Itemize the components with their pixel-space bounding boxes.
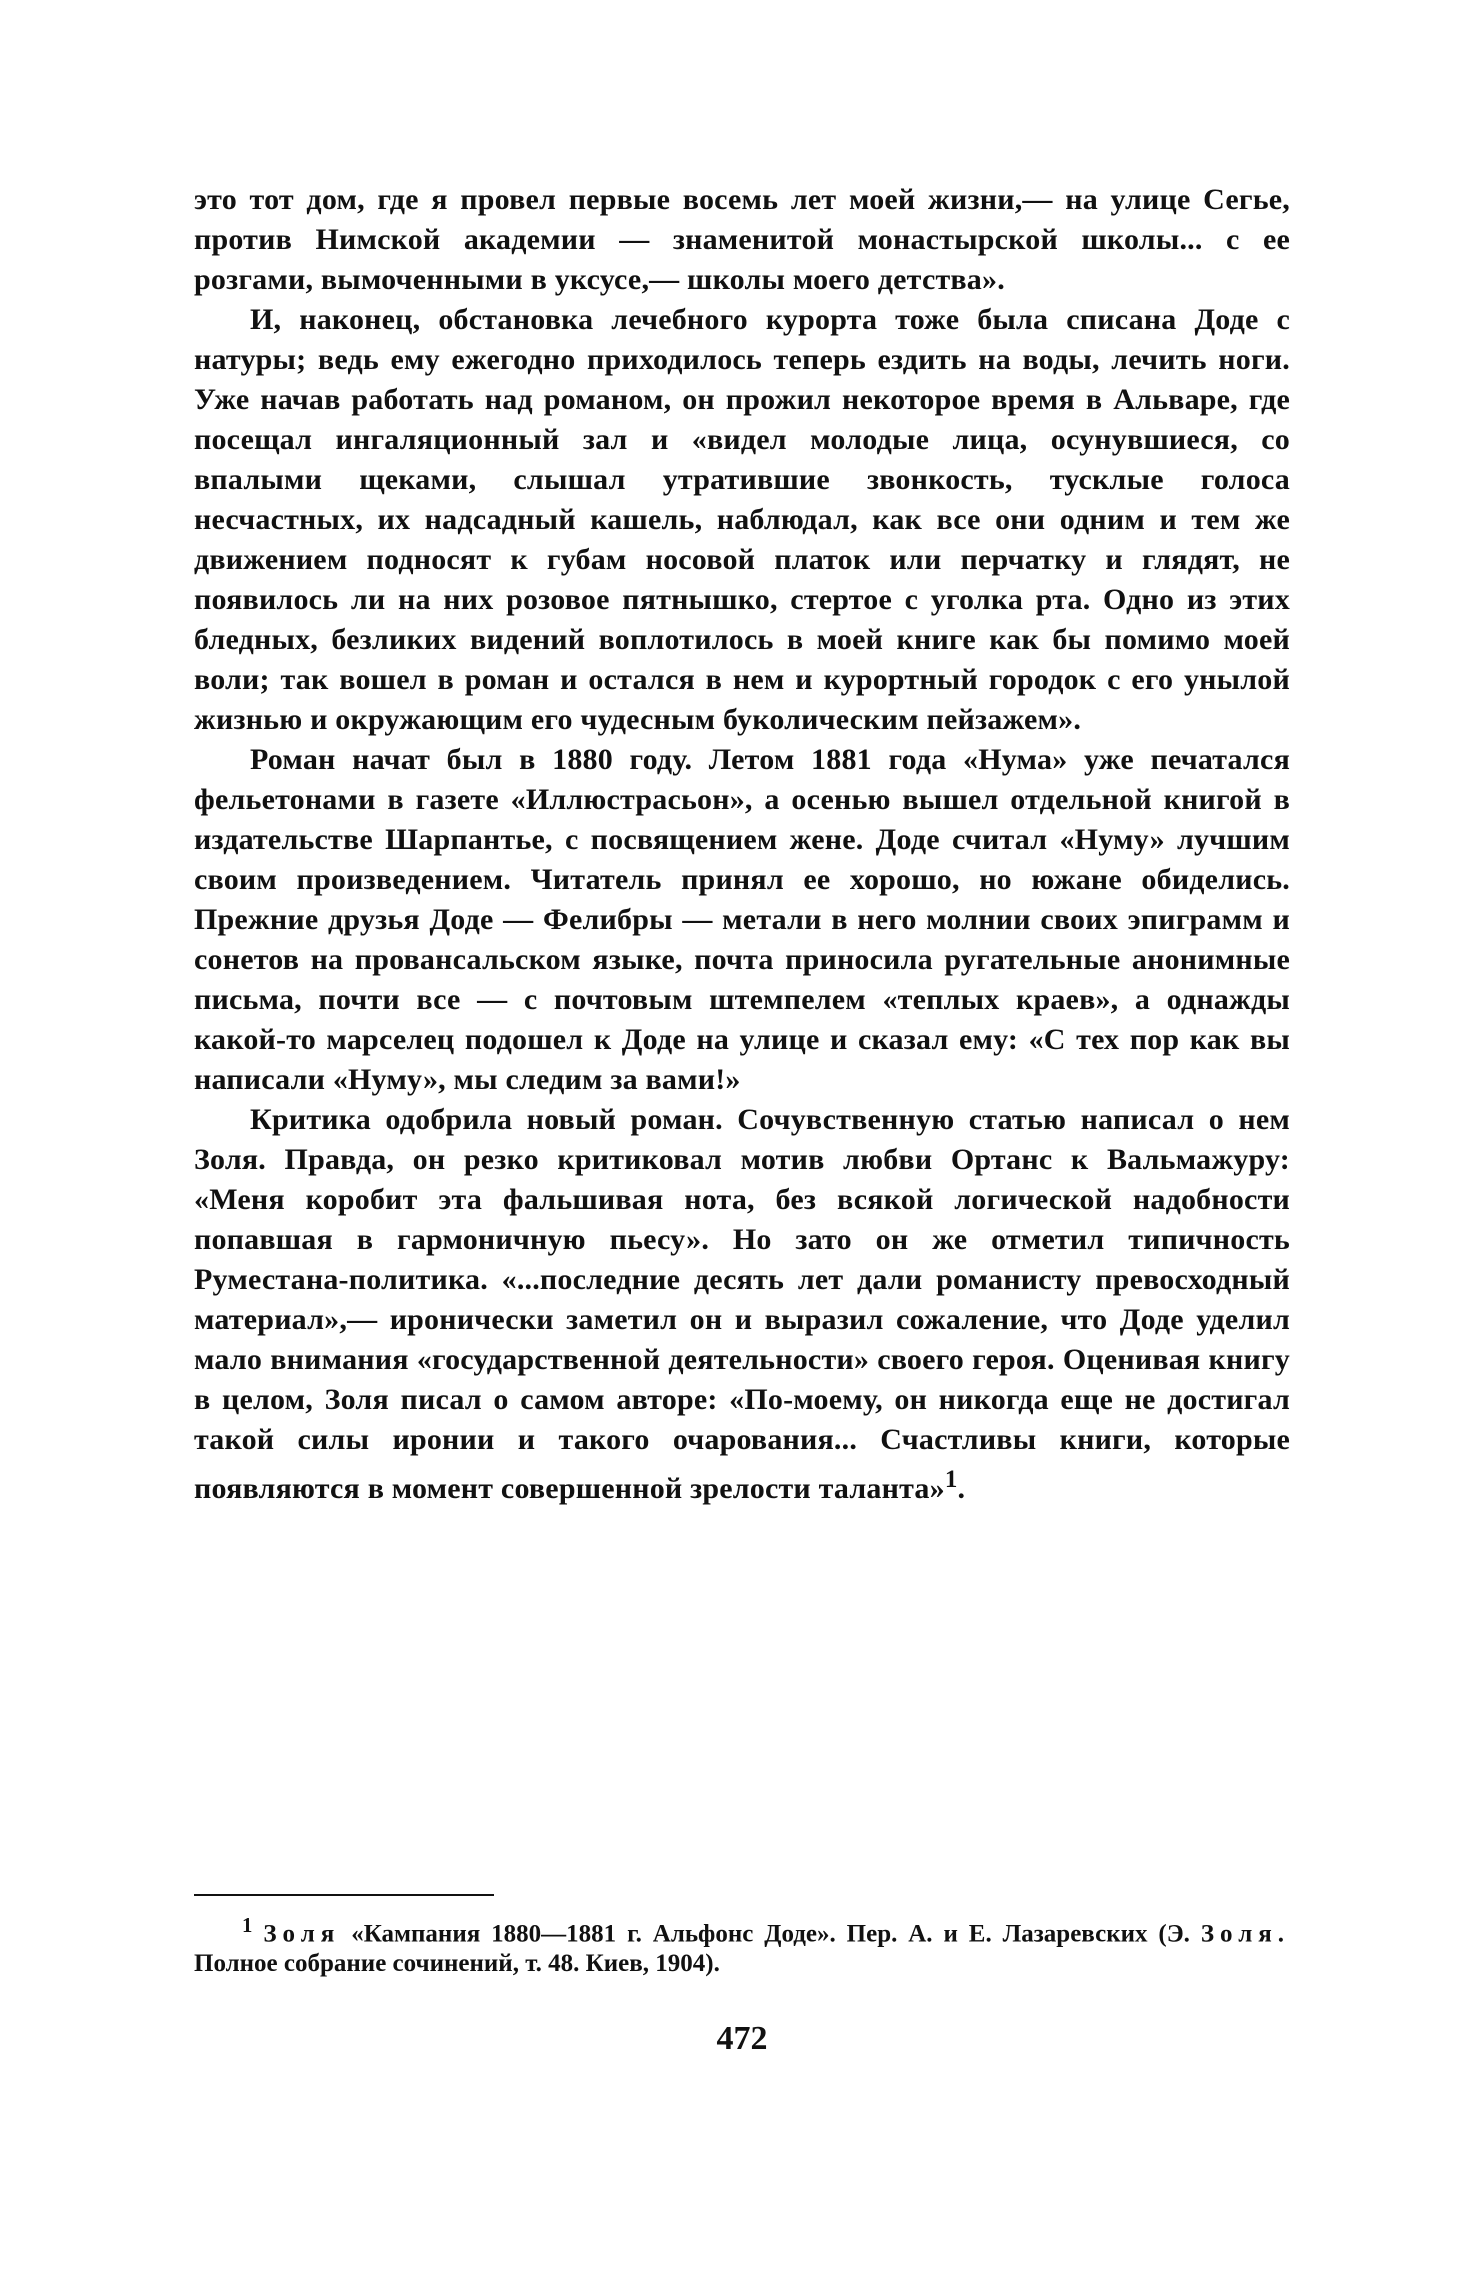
footnote-author: Золя [263,1920,341,1948]
book-page [194,180,1291,2057]
page-number: 472 [716,2020,768,2057]
footnote [194,1910,1290,1979]
paragraph-4 [194,1100,1290,1509]
footnote-author-2: Золя. [1200,1920,1291,1948]
paragraph-4-end: . [957,1472,966,1505]
footnote-reference: 1 [944,1466,958,1493]
footnote-mark: 1 [242,1913,253,1937]
paragraph-1: это тот дом, где я провел первые восемь лет моей жизни,— на улице Сегье, против Нимской академии — знаменитой монастырской школы... с ее розгами, вымоченными в уксусе,— школы моего детства». [194,183,1290,296]
footnote-text-2: Полное собрание сочинений, т. 48. Киев, 1904). [194,1950,720,1978]
footnote-text: «Кампания 1880—1881 г. Альфонс Доде». Пер. А. и Е. Лазаревских (Э. [351,1920,1190,1948]
paragraph-4-text: Критика одобрила новый роман. Сочувственную статью написал о нем Золя. Правда, он резко критиковал мотив любви Ортанс к Вальмажуру: «Меня коробит эта фальшивая нота, без всякой логической надобности попавшая в гармоничную пьесу». Но зато он же отметил типичность Руместана-политика. «...последние десять лет дали романисту превосходный материал»,— иронически заметил он и выразил сожаление, что Доде уделил мало внимания «государственной деятельности» своего героя. Оценивая книгу в целом, Золя писал о самом авторе: «По-моему, он никогда еще не достигал такой силы иронии и такого очарования... Счастливы книги, которые появляются в момент совершенной зрелости таланта» [194,1103,1290,1505]
footnote-divider [194,1894,494,1896]
paragraph-3: Роман начат был в 1880 году. Летом 1881 года «Нума» уже печатался фельетонами в газете «Иллюстрасьон», а осенью вышел отдельной книгой в издательстве Шарпантье, с посвящением жене. Доде считал «Нуму» лучшим своим произведением. Читатель принял ее хорошо, но южане обиделись. Прежние друзья Доде — Фелибры — метали в него молнии своих эпиграмм и сонетов на провансальском языке, почта приносила ругательные анонимные письма, почти все — с почтовым штемпелем «теплых краев», а однажды какой-то марселец подошел к Доде на улице и сказал ему: «С тех пор как вы написали «Нуму», мы следим за вами!» [194,743,1290,1096]
paragraph-2: И, наконец, обстановка лечебного курорта тоже была списана Доде с натуры; ведь ему ежегодно приходилось теперь ездить на воды, лечить ноги. Уже начав работать над романом, он прожил некоторое время в Альваре, где посещал ингаляционный зал и «видел молодые лица, осунувшиеся, со впалыми щеками, слышал утратившие звонкость, тусклые голоса несчастных, их надсадный кашель, наблюдал, как все они одним и тем же движением подносят к губам носовой платок или перчатку и глядят, не появилось ли на них розовое пятнышко, стертое с уголка рта. Одно из этих бледных, безликих видений воплотилось в моей книге как бы помимо моей воли; так вошел в роман и остался в нем и курортный городок с его унылой жизнью и окружающим его чудесным буколическим пейзажем». [194,303,1290,736]
